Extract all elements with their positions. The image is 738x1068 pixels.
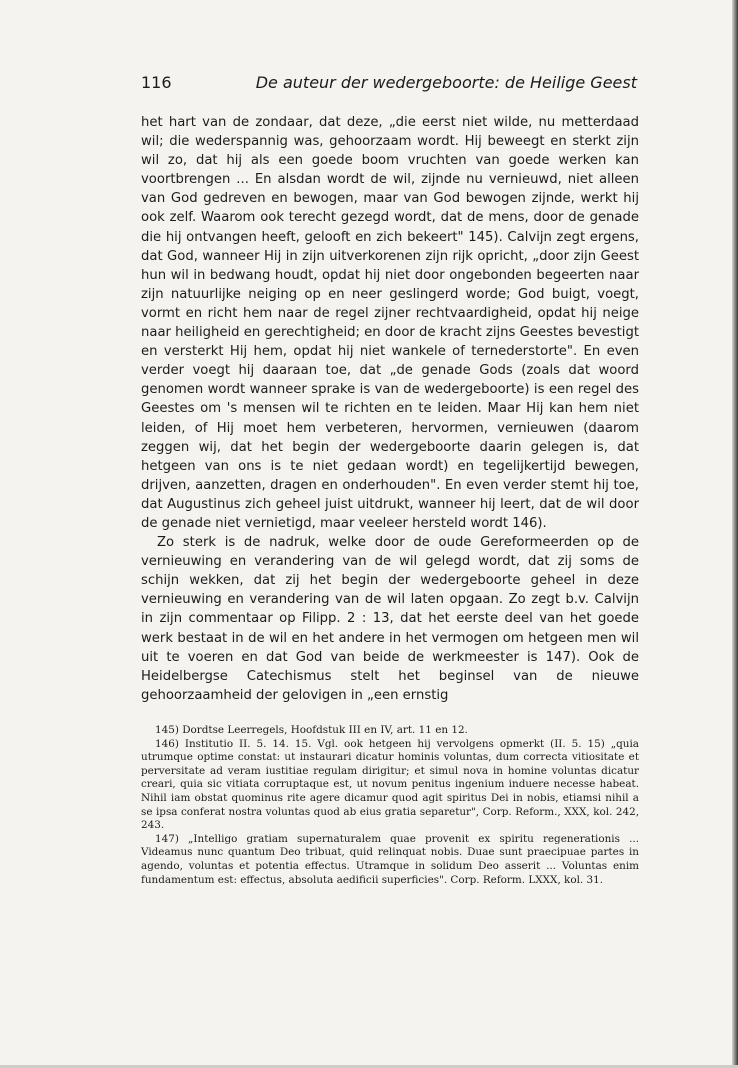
page-edge-shadow <box>732 0 738 1068</box>
footnotes <box>141 724 639 887</box>
running-header <box>0 73 738 97</box>
footnote-146: 146) Institutio II. 5. 14. 15. Vgl. ook hetgeen hij vervolgens opmerkt (II. 5. 15) „quia utrumque optime constat: ut instaurari dicatur hominis voluntas, dum correcta vitiositate et perversitate ad veram iustitiae regulam dirigitur; et simul nova in homine voluntas dicatur creari, quia sic vitiata corruptaque est, ut novum penitus ingenium induere necesse habeat. Nihil iam obstat quominus rite agere dicamur quod agit spiritus Dei in nobis, etiamsi nihil a se ipsa conferat nostra voluntas quod ab eius gratia separetur", Corp. Reform., XXX, kol. 242, 243. <box>141 737 639 832</box>
main-text <box>141 113 639 705</box>
footnote-145: 145) Dordtse Leerregels, Hoofdstuk III en IV, art. 11 en 12. <box>155 724 468 736</box>
page-number: 116 <box>141 73 172 92</box>
paragraph: het hart van de zondaar, dat deze, „die eerst niet wilde, nu metterdaad wil; die wederspannig was, gehoorzaam wordt. Hij beweegt en sterkt zijn wil zo, dat hij als een goede boom vruchten van goede werken kan voortbrengen ... En alsdan wordt de wil, zijnde nu vernieuwd, niet alleen van God gedreven en bewogen, maar van God bewogen zijnde, werkt hij ook zelf. Waarom ook terecht gezegd wordt, dat de mens, door de genade die hij ontvangen heeft, gelooft en zich bekeert" 145). Calvijn zegt ergens, dat God, wanneer Hij in zijn uitverkorenen zijn rijk opricht, „door zijn Geest hun wil in bedwang houdt, opdat hij niet door ongebonden begeerten naar zijn natuurlijke neiging op en neer geslingerd worde; God buigt, voegt, vormt en richt hem naar de regel zijner rechtvaardigheid, opdat hij neige naar heiligheid en gerechtigheid; en door de kracht zijns Geestes bevestigt en versterkt Hij hem, opdat hij niet wankele of ternederstorte". En even verder voegt hij daaraan toe, dat „de genade Gods (zoals dat woord genomen wordt wanneer sprake is van de wedergeboorte) is een regel des Geestes om 's mensen wil te richten en te leiden. Maar Hij kan hem niet leiden, of Hij moet hem verbeteren, hervormen, vernieuwen (daarom zeggen wij, dat het begin der wedergeboorte daarin gelegen is, dat hetgeen van ons is te niet gedaan wordt) en tegelijkertijd bewegen, drijven, aanzetten, dragen en onderhouden". En even verder stemt hij toe, dat Augustinus zich geheel juist uitdrukt, wanneer hij leert, dat de wil door de genade niet vernietigd, maar veeleer hersteld wordt 146). <box>141 115 639 531</box>
paragraph: Zo sterk is de nadruk, welke door de oude Gereformeerden op de vernieuwing en verandering van de wil gelegd wordt, dat zij soms de schijn wekken, dat zij het begin der wedergeboorte geheel in deze vernieuwing en verandering van de wil laten opgaan. Zo zegt b.v. Calvijn in zijn commentaar op Filipp. 2 : 13, dat het eerste deel van het goede werk bestaat in de wil en het andere in het vermogen om hetgeen men wil uit te voeren en dat God van beide de werkmeester is 147). Ook de Heidelbergse Catechismus stelt het beginsel van de nieuwe gehoorzaamheid der gelovigen in „een ernstig <box>141 535 639 703</box>
running-title: De auteur der wedergeboorte: de Heilige Geest <box>255 73 637 92</box>
footnote-147: 147) „Intelligo gratiam supernaturalem quae provenit ex spiritu regenerationis ... Videamus nunc quantum Deo tribuat, quid relinquat nobis. Duae sunt praecipuae partes in agendo, voluntas et potentia effectus. Utramque in solidum Deo asserit ... Voluntas enim fundamentum est: effectus, absoluta aedificii superficies". Corp. Reform. LXXX, kol. 31. <box>141 832 639 886</box>
